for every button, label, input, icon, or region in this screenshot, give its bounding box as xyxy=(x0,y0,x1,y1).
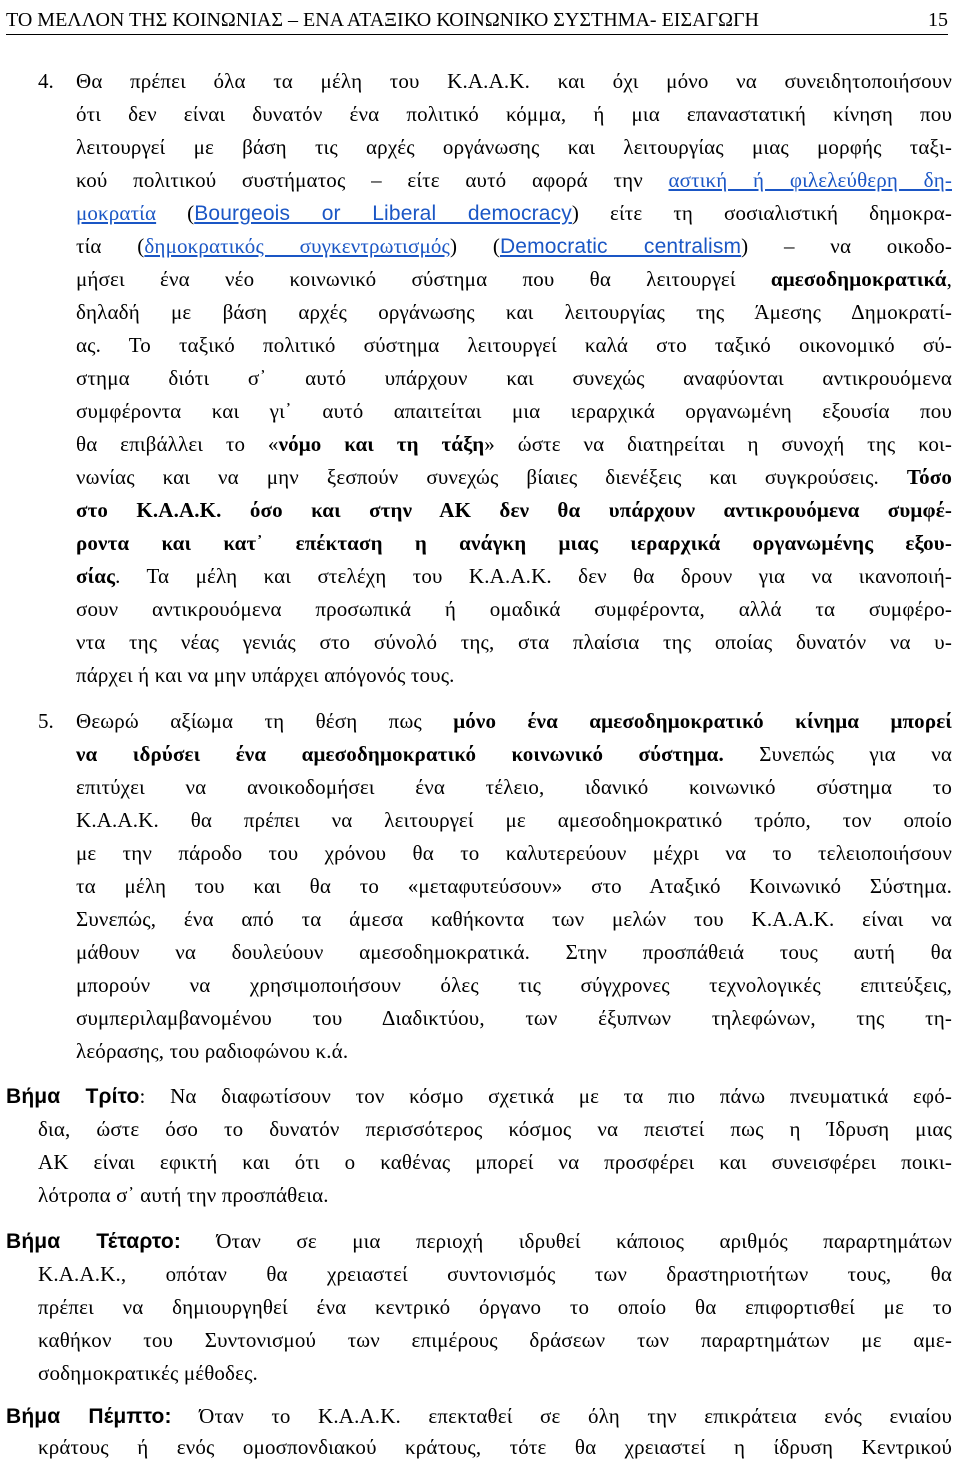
item-4-line: συμφέροντα και γι᾽ αυτό απαιτείται μια ιεραρχικά οργανωμένη εξουσία που xyxy=(76,399,952,423)
item-4-line: σίας. Τα μέλη και στελέχη του Κ.Α.Α.Κ. δεν θα δρουν για να ικανοποιή- xyxy=(76,564,952,588)
democracy-link[interactable]: αστική ή φιλελεύθερη δη- xyxy=(668,168,952,192)
item-5-line: μπορούν να χρησιμοποιήσουν όλες τις σύγχρονες τεχνολογικές επιτεύξεις, xyxy=(76,973,952,997)
item-5-line: να ιδρύσει ένα αμεσοδημοκρατικό κοινωνικό σύστημα. Συνεπώς για να xyxy=(76,742,952,766)
step-3-line: ΑΚ είναι εφικτή και ότι ο καθένας μπορεί να προσφέρει και συνεισφέρει ποικι- xyxy=(38,1150,952,1174)
header-title: ΤΟ ΜΕΛΛΟΝ ΤΗΣ ΚΟΙΝΩΝΙΑΣ – ΕΝΑ ΑΤΑΞΙΚΟ ΚΟΙΝΩΝΙΚΟ ΣΥΣΤΗΜΑ- ΕΙΣΑΓΩΓΗ xyxy=(6,8,759,31)
item-4-line: λειτουργεί με βάση τις αρχές οργάνωσης και λειτουργίας μιας μορφής ταξι- xyxy=(76,135,952,159)
item-5-number: 5. xyxy=(38,709,54,733)
democratic-centralism-en-link[interactable]: Democratic centralism xyxy=(499,235,742,258)
item-4-line: μοκρατία (Bourgeois or Liberal democracy) είτε τη σοσιαλιστική δημοκρα- xyxy=(76,201,953,225)
item-5-line: με την πάροδο του χρόνου θα το καλυτερεύουν μέχρι να το τελειοποιήσουν xyxy=(76,841,952,865)
step-3-line: Βήμα Τρίτο: Να διαφωτίσουν τον κόσμο σχετικά με τα πιο πάνω πνευματικά εφό- xyxy=(6,1084,952,1108)
item-5-line: επιτύχει να ανοικοδομήσει ένα τέλειο, ιδανικό κοινωνικό σύστημα το xyxy=(76,775,952,799)
item-4-line: ας. Το ταξικό πολιτικό σύστημα λειτουργεί καλά στο ταξικό οικονομικό σύ- xyxy=(76,333,952,357)
item-4-line: νωνίας και να μην ξεσπούν συνεχώς βίαιες διενέξεις και συγκρούσεις. Τόσο xyxy=(76,465,952,489)
step-4-line: καθήκον του Συντονισμού των επιμέρους δράσεων των παραρτημάτων με αμε- xyxy=(38,1328,952,1352)
item-5-line: συμπεριλαμβανομένου του Διαδικτύου, των έξυπνων τηλεφώνων, της τη- xyxy=(76,1006,952,1030)
item-4-line: σουν αντικρουόμενα προσωπικά ή ομαδικά συμφέροντα, αλλά τα συμφέρο- xyxy=(76,597,952,621)
item-4-line: τία (δημοκρατικός συγκεντρωτισμός) (Democratic centralism) – να οικοδο- xyxy=(76,234,953,258)
item-4-line: στημα διότι σ᾽ αυτό υπάρχουν και συνεχώς αναφύονται αντικρουόμενα xyxy=(76,366,952,390)
item-5-line: Κ.Α.Α.Κ. θα πρέπει να λειτουργεί με αμεσοδημοκρατικό τρόπο, τον οποίο xyxy=(76,808,952,832)
step-5-line: Βήμα Πέμπτο: Όταν το Κ.Α.Α.Κ. επεκταθεί σε όλη την επικράτεια ενός ενιαίου xyxy=(6,1404,953,1428)
page-number: 15 xyxy=(928,8,948,31)
step-4-line: πρέπει να δημιουργηθεί ένα κεντρικό όργανο το οποίο θα επιφορτισθεί με το xyxy=(38,1295,952,1319)
step-3-line: λότροπα σ᾽ αυτή την προσπάθεια. xyxy=(38,1183,329,1207)
step-3-label: Βήμα Τρίτο xyxy=(6,1085,140,1108)
item-5-line: Συνεπώς, ένα από τα άμεσα καθήκοντα των μελών του Κ.Α.Α.Κ. είναι να xyxy=(76,907,952,931)
item-4-line: κού πολιτικού συστήματος – είτε αυτό αφορά την αστική ή φιλελεύθερη δη- xyxy=(76,168,952,192)
item-5-line: λεόρασης, του ραδιοφώνου κ.ά. xyxy=(76,1039,349,1063)
step-4-label: Βήμα Τέταρτο: xyxy=(6,1230,181,1253)
item-4-line: ότι δεν είναι δυνατόν ένα πολιτικό κόμμα, ή μια επαναστατική κίνηση που xyxy=(76,102,952,126)
item-4-line: δηλαδή με βάση αρχές οργάνωσης και λειτουργίας της Άμεσης Δημοκρατί- xyxy=(76,300,952,324)
step-5-label: Βήμα Πέμπτο: xyxy=(6,1405,172,1428)
step-4-line: Κ.Α.Α.Κ., οπόταν θα χρειαστεί συντονισμός των δραστηριοτήτων τους, θα xyxy=(38,1262,952,1286)
item-4-line: ντα της νέας γενιάς στο σύνολό της, στα πλαίσια της οποίας δυνατόν να υ- xyxy=(76,630,952,654)
item-4-line: στο Κ.Α.Α.Κ. όσο και στην ΑΚ δεν θα υπάρχουν αντικρουόμενα συμφέ- xyxy=(76,498,952,522)
item-4-line: θα επιβάλλει το «νόμο και τη τάξη» ώστε να διατηρείται η συνοχή της κοι- xyxy=(76,432,952,456)
step-4-line: σοδημοκρατικές μέθοδες. xyxy=(38,1361,258,1385)
democratic-centralism-link[interactable]: δημοκρατικός συγκεντρωτισμός xyxy=(144,234,450,258)
bourgeois-democracy-link[interactable]: Bourgeois or Liberal democracy xyxy=(194,202,572,225)
item-5-line: μάθουν να δουλεύουν αμεσοδημοκρατικά. Στην προσπάθειά τους αυτή θα xyxy=(76,940,952,964)
item-5-line: τα μέλη του και θα το «μεταφυτεύσουν» στο Αταξικό Κοινωνικό Σύστημα. xyxy=(76,874,952,898)
item-4-number: 4. xyxy=(38,69,54,93)
step-5-line: κράτους ή ενός ομοσπονδιακού κράτους, τότε θα χρειαστεί η ίδρυση Κεντρικού xyxy=(38,1435,952,1459)
page-header xyxy=(6,6,948,35)
step-3-line: δια, ώστε όσο το δυνατόν περισσότερος κόσμος να πειστεί πως η Ίδρυση μιας xyxy=(38,1117,952,1141)
item-4-line: μήσει ένα νέο κοινωνικό σύστημα που θα λειτουργεί αμεσοδημοκρατικά, xyxy=(76,267,952,291)
democracy-link-cont[interactable]: μοκρατία xyxy=(76,201,157,225)
item-4-line: ροντα και κατ᾽ επέκταση η ανάγκη μιας ιεραρχικά οργανωμένης εξου- xyxy=(76,531,952,555)
item-5-line: Θεωρώ αξίωμα τη θέση πως μόνο ένα αμεσοδημοκρατικό κίνημα μπορεί xyxy=(76,709,953,733)
step-4-line: Βήμα Τέταρτο: Όταν σε μια περιοχή ιδρυθεί κάποιος αριθμός παραρτημάτων xyxy=(6,1229,952,1253)
item-4-line: Θα πρέπει όλα τα μέλη του Κ.Α.Α.Κ. και όχι μόνο να συνειδητοποιήσουν xyxy=(76,69,952,93)
item-4-line: πάρχει ή και να μην υπάρχει απόγονός τους. xyxy=(76,663,455,687)
